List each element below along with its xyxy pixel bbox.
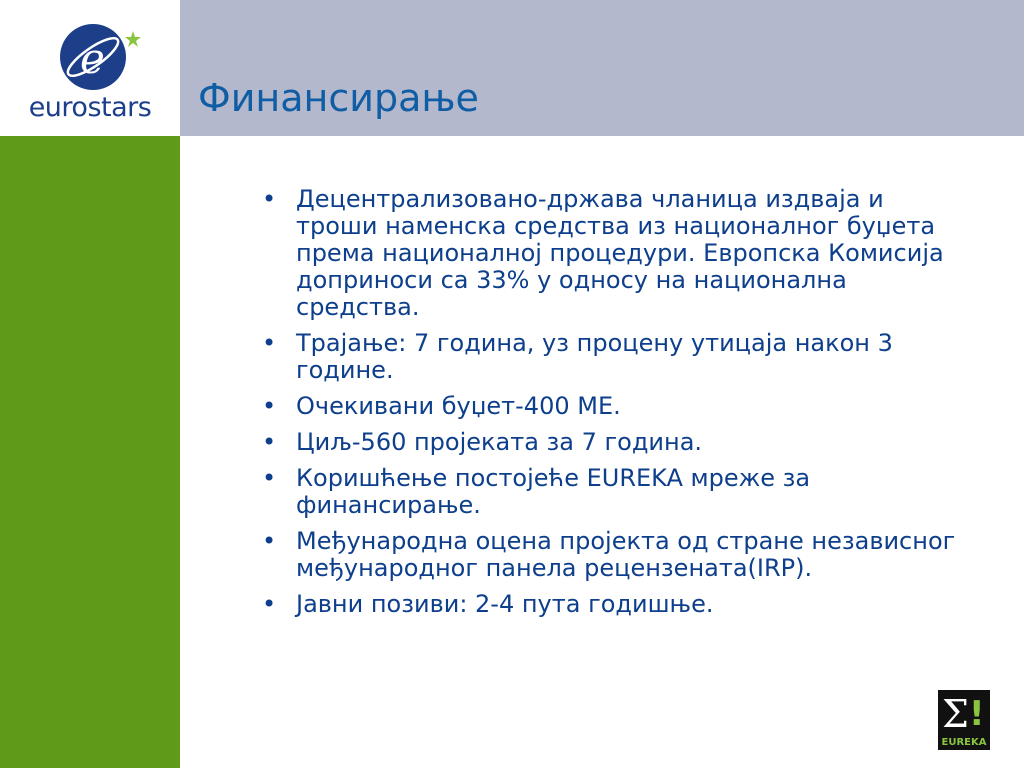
logo-area (0, 0, 180, 136)
bullet-item: • Међународна оцена пројекта од стране независног међународног панела рецензената(IRP). (262, 528, 962, 582)
bullet-list (262, 186, 962, 627)
bullet-item: • Јавни позиви: 2-4 пута годишње. (262, 591, 962, 618)
bullet-item: • Трајање: 7 година, уз процену утицаја након 3 године. (262, 330, 962, 384)
eureka-logo-icon (938, 690, 990, 750)
slide-title: Финансирање (198, 76, 479, 120)
eureka-wordmark: EUREKA (941, 737, 987, 748)
bullet-item: • Децентрализовано-држава чланица издваја и троши наменска средства из националног буџета према националној процедури. Европска Комисија доприноси са 33% у односу на национална средства. (262, 186, 962, 321)
bullet-item: • Очекивани буџет-400 МЕ. (262, 393, 962, 420)
eurostars-logo-letter: e (80, 34, 105, 83)
eureka-exclamation: ! (969, 694, 985, 734)
eurostars-wordmark: eurostars (28, 92, 152, 123)
green-sidebar (0, 136, 180, 768)
eurostars-logo-icon (54, 22, 144, 92)
bullet-item: • Циљ-560 пројеката за 7 година. (262, 429, 962, 456)
bullet-item: • Коришћење постојеће EUREKA мреже за финансирање. (262, 465, 962, 519)
eureka-sigma: Σ (942, 692, 969, 736)
